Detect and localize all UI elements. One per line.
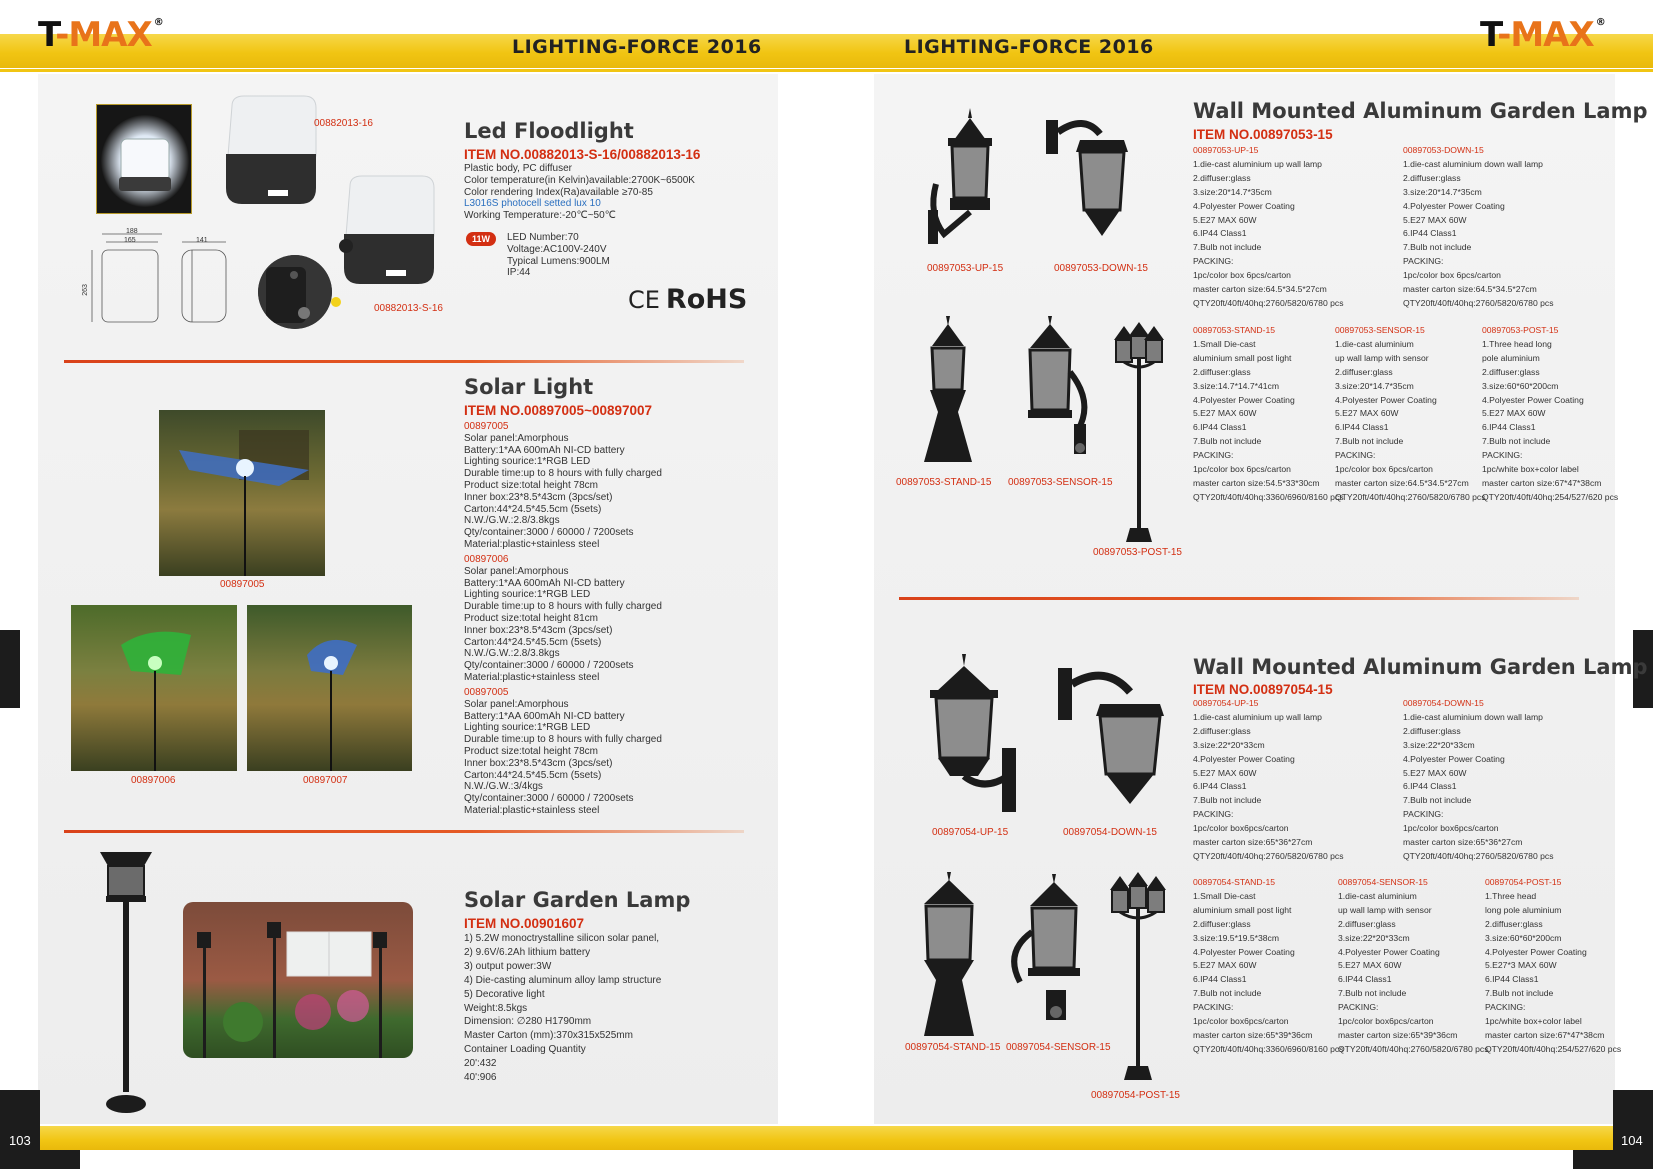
caption-54-post: 00897054-POST-15 [1091,1090,1180,1101]
floodlight-led-specs: LED Number:70 Voltage:AC100V-240V Typical Lumens:900LM IP:44 [507,232,610,279]
solar-bird-photo [247,605,412,771]
brand-logo-left: T-MAX ® [38,15,163,55]
lamp-53-post-photo [1110,322,1168,544]
spec-53-up: 00897053-UP-15 1.die-cast aluminium up wall lamp 2.diffuser:glass 3.size:20*14.7*35cm 4.Polyester Power Coating 5.E27 MAX 60W 6.IP44 Class1 7.Bulb not include PACKING: 1pc/color box 6pcs/carton master carton size:64.5*34.5*27cm QTY20ft/40ft/40hq:2760/5820/6780 pcs [1193,145,1344,308]
spec-54-post: 00897054-POST-15 1.Three head long pole aluminium 2.diffuser:glass 3.size:60*60*200cm 4.Polyester Power Coating 5.E27*3 MAX 60W 6.IP44 Class1 7.Bulb not include PACKING: 1pc/white box+color label master carton size:67*47*38cm QTY20ft/40ft/40hq:254/527/620 pcs [1485,877,1622,1054]
ce-rohs-mark [628,284,747,315]
solar-caption-1: 00897005 [220,579,265,590]
side-tab-left [0,630,20,708]
solar-light-title: Solar Light [464,375,594,399]
header-title-right: LIGHTING-FORCE 2016 [904,36,1154,58]
page-number-left: 103 [9,1133,31,1148]
spec-54-down: 00897054-DOWN-15 1.die-cast aluminium down wall lamp 2.diffuser:glass 3.size:22*20*33cm 4.Polyester Power Coating 5.E27 MAX 60W 6.IP44 Class1 7.Bulb not include PACKING: 1pc/color box6pcs/carton master carton size:65*36*27cm QTY20ft/40ft/40hq:2760/5820/6780 pcs [1403,698,1554,861]
solar-light-item-no: ITEM NO.00897005~00897007 [464,403,653,418]
header-band [0,34,1653,68]
lamp-54-stand-photo [908,870,990,1040]
page-number-right: 104 [1621,1133,1643,1148]
solar-light-spec-block-3: 00897005 Solar panel:Amorphous Battery:1*AA 600mAh NI-CD battery Lighting sourice:1*RGB LED Durable time:up to 8 hours with fully charged Product size:total height 78cm Inner box:23*8.5*43cm (3pcs/set) Carton:44*24.5*45.5cm (5sets) N.W./G.W.:3/4kgs Qty/container:3000 / 60000 / 7200sets Material:plastic+stainless steel [464,687,662,816]
caption-53-up: 00897053-UP-15 [927,263,1004,274]
ce-mark: CE [628,286,660,314]
footer-black-right [1573,1150,1613,1169]
page-number-box-right [1613,1090,1653,1169]
solar-garden-item-no: ITEM NO.00901607 [464,916,585,931]
caption-53-post: 00897053-POST-15 [1093,547,1182,558]
dim-width-outer: 188 [126,228,138,235]
brand-logo-right: T-MAX ® [1480,15,1605,55]
caption-54-sensor: 00897054-SENSOR-15 [1006,1042,1111,1053]
section-divider [899,597,1579,600]
spec-53-sensor: 00897053-SENSOR-15 1.die-cast aluminium up wall lamp with sensor 2.diffuser:glass 3.size:20*14.7*35cm 4.Polyester Power Coating 5.E27 MAX 60W 6.IP44 Class1 7.Bulb not include PACKING: 1pc/color box 6pcs/carton master carton size:64.5*34.5*27cm QTY20ft/40ft/40hq:2760/5820/6780 pcs [1335,325,1486,502]
floodlight-product-photo [218,92,322,212]
footer-black-left [40,1150,80,1169]
spec-54-sensor: 00897054-SENSOR-15 1.die-cast aluminium up wall lamp with sensor 2.diffuser:glass 3.size:22*20*33cm 4.Polyester Power Coating 5.E27 MAX 60W 6.IP44 Class1 7.Bulb not include PACKING: 1pc/color box6pcs/carton master carton size:65*39*36cm QTY20ft/40ft/40hq:2760/5820/6780 pcs [1338,877,1489,1054]
rohs-mark: RoHS [665,284,748,315]
spec-54-up: 00897054-UP-15 1.die-cast aluminium up wall lamp 2.diffuser:glass 3.size:22*20*33cm 4.Polyester Power Coating 5.E27 MAX 60W 6.IP44 Class1 7.Bulb not include PACKING: 1pc/color box6pcs/carton master carton size:65*36*27cm QTY20ft/40ft/40hq:2760/5820/6780 pcs [1193,698,1344,861]
floodlight-dimension-drawing [82,226,238,336]
solar-light-spec-block-1: 00897005 Solar panel:Amorphous Battery:1*AA 600mAh NI-CD battery Lighting sourice:1*RGB LED Durable time:up to 8 hours with fully charged Product size:total height 78cm Inner box:23*8.5*43cm (3pcs/set) Carton:44*24.5*45.5cm (5sets) N.W./G.W.:2.8/3.8kgs Qty/container:3000 / 60000 / 7200sets Material:plastic+stainless steel [464,421,662,550]
section-divider [64,360,744,363]
floodlight-caption-bottom: 00882013-S-16 [374,303,443,314]
lamp-53-up-photo [924,104,1016,254]
solar-caption-2: 00897006 [131,775,176,786]
dim-depth: 141 [196,237,208,244]
header-title-left: LIGHTING-FORCE 2016 [512,36,762,58]
footer-band [0,1126,1653,1150]
lamp-54-sensor-photo [1004,872,1096,1034]
dim-width-inner: 165 [124,237,136,244]
dim-height: 263 [81,284,89,296]
caption-53-sensor: 00897053-SENSOR-15 [1008,477,1113,488]
wattage-badge: 11W [466,232,496,246]
garden53-title: Wall Mounted Aluminum Garden Lamp [1193,99,1648,123]
floodlight-item-no: ITEM NO.00882013-S-16/00882013-16 [464,147,701,162]
caption-54-stand: 00897054-STAND-15 [905,1042,1001,1053]
spec-53-down: 00897053-DOWN-15 1.die-cast aluminium down wall lamp 2.diffuser:glass 3.size:20*14.7*35cm 4.Polyester Power Coating 5.E27 MAX 60W 6.IP44 Class1 7.Bulb not include PACKING: 1pc/color box 6pcs/carton master carton size:64.5*34.5*27cm QTY20ft/40ft/40hq:2760/5820/6780 pcs [1403,145,1554,308]
floodlight-sensor-photo [336,172,440,292]
solar-garden-title: Solar Garden Lamp [464,888,691,912]
solar-butterfly-photo [71,605,237,771]
solar-garden-lamp-photo [94,846,158,1120]
lamp-54-up-photo [914,652,1024,824]
photocell-closeup-photo [258,255,332,329]
lamp-53-sensor-photo [1008,312,1100,468]
floodlight-specs: Plastic body, PC diffuser Color temperature(in Kelvin)available:2700K~6500K Color rendering Index(Ra)available ≥70-85 L3016S photocell setted lux 10 Working Temperature:-20℃~50℃ [464,163,695,222]
floodlight-lit-photo [96,104,192,214]
header-underline [0,69,1653,72]
garden53-item-no: ITEM NO.00897053-15 [1193,127,1333,142]
caption-54-up: 00897054-UP-15 [932,827,1009,838]
spec-54-stand: 00897054-STAND-15 1.Small Die-cast aluminium small post light 2.diffuser:glass 3.size:19.5*19.5*38cm 4.Polyester Power Coating 5.E27 MAX 60W 6.IP44 Class1 7.Bulb not include PACKING: 1pc/color box6pcs/carton master carton size:65*39*36cm QTY20ft/40ft/40hq:3360/6960/8160 pcs [1193,877,1344,1054]
solar-garden-specs: 1) 5.2W monoctrystalline silicon solar panel, 2) 9.6V/6.2Ah lithium battery 3) output power:3W 4) Die-casting aluminum alloy lamp structure 5) Decorative light Weight:8.5kgs Dimension: ∅280 H1790mm Master Carton (mm):370x315x525mm Container Loading Quantity 20':432 40':906 [464,933,662,1084]
caption-54-down: 00897054-DOWN-15 [1063,827,1157,838]
caption-53-down: 00897053-DOWN-15 [1054,263,1148,274]
sun-icon [328,294,344,310]
solar-light-spec-block-2: 00897006 Solar panel:Amorphous Battery:1*AA 600mAh NI-CD battery Lighting sourice:1*RGB LED Durable time:up to 8 hours with fully charged Product size:total height 81cm Inner box:23*8.5*43cm (3pcs/set) Carton:44*24.5*45.5cm (5sets) N.W./G.W.:2.8/3.8kgs Qty/container:3000 / 60000 / 7200sets Material:plastic+stainless steel [464,554,662,683]
garden54-title: Wall Mounted Aluminum Garden Lamp [1193,655,1648,679]
solar-garden-scene-photo [183,902,413,1058]
section-divider [64,830,744,833]
lamp-54-post-photo [1108,872,1168,1082]
lamp-53-stand-photo [912,312,984,468]
solar-caption-3: 00897007 [303,775,348,786]
lamp-54-down-photo [1056,664,1168,824]
lamp-53-down-photo [1044,110,1140,260]
caption-53-stand: 00897053-STAND-15 [896,477,992,488]
garden54-item-no: ITEM NO.00897054-15 [1193,682,1333,697]
floodlight-caption-top: 00882013-16 [314,118,373,129]
page-number-box-left [0,1090,40,1169]
spec-53-post: 00897053-POST-15 1.Three head long pole aluminium 2.diffuser:glass 3.size:60*60*200cm 4.Polyester Power Coating 5.E27 MAX 60W 6.IP44 Class1 7.Bulb not include PACKING: 1pc/white box+color label master carton size:67*47*38cm QTY20ft/40ft/40hq:254/527/620 pcs [1482,325,1619,502]
spec-53-stand: 00897053-STAND-15 1.Small Die-cast aluminium small post light 2.diffuser:glass 3.size:14.7*14.7*41cm 4.Polyester Power Coating 5.E27 MAX 60W 6.IP44 Class1 7.Bulb not include PACKING: 1pc/color box 6pcs/carton master carton size:54.5*33*30cm QTY20ft/40ft/40hq:3360/6960/8160 pcs [1193,325,1344,502]
floodlight-title: Led Floodlight [464,119,634,143]
solar-dragonfly-photo [159,410,325,576]
